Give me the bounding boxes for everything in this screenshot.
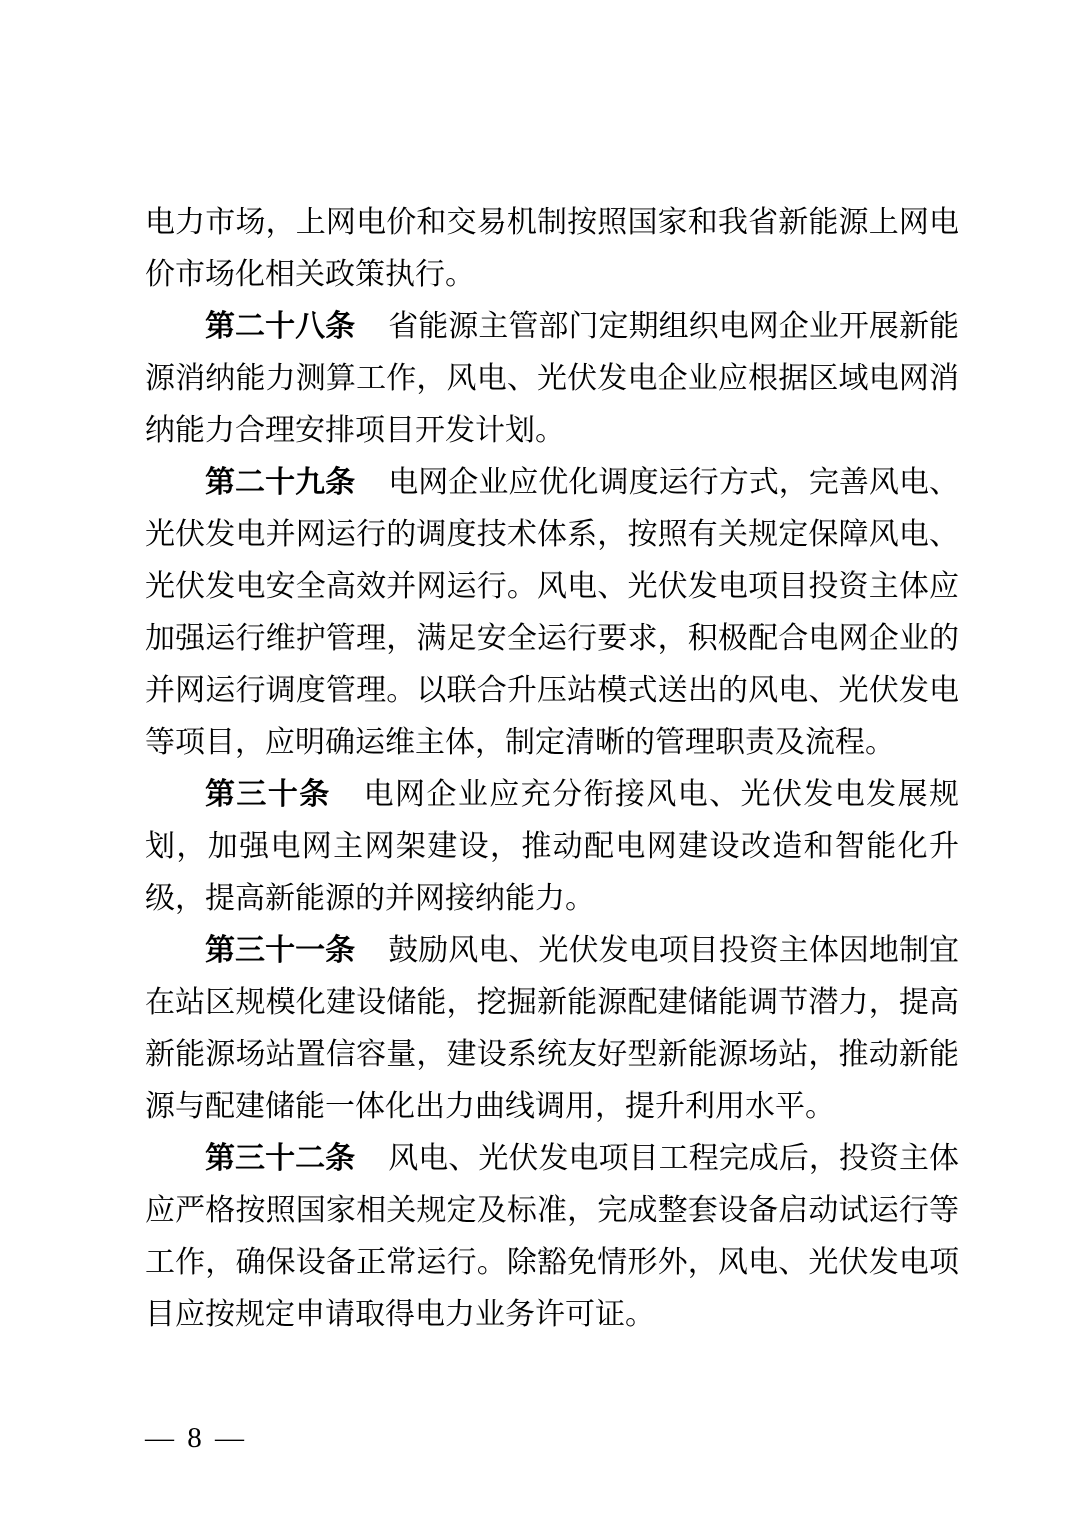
paragraph-text: 电力市场，上网电价和交易机制按照国家和我省新能源上网电价市场化相关政策执行。	[145, 206, 959, 291]
paragraph-text: 电网企业应优化调度运行方式，完善风电、光伏发电并网运行的调度技术体系，按照有关规定保障风电、光伏发电安全高效并网运行。风电、光伏发电项目投资主体应加强运行维护管理，满足安全运行要求，积极配合电网企业的并网运行调度管理。以联合升压站模式送出的风电、光伏发电等项目，应明确运维主体，制定清晰的管理职责及流程。	[145, 466, 960, 759]
article-number: 第三十一条	[205, 934, 356, 967]
paragraph-text: 省能源主管部门定期组织电网企业开展新能源消纳能力测算工作，风电、光伏发电企业应根据区域电网消纳能力合理安排项目开发计划。	[145, 310, 960, 447]
article-number: 第三十条	[205, 778, 331, 811]
article-paragraph	[145, 301, 959, 457]
article-paragraph	[145, 925, 959, 1133]
paragraph-text: 风电、光伏发电项目工程完成后，投资主体应严格按照国家相关规定及标准，完成整套设备启动试运行等工作，确保设备正常运行。除豁免情形外，风电、光伏发电项目应按规定申请取得电力业务许可证。	[145, 1142, 960, 1331]
continuation-paragraph	[145, 197, 959, 301]
page-footer	[145, 1424, 247, 1453]
paragraph-text: 电网企业应充分衔接风电、光伏发电发展规划，加强电网主网架建设，推动配电网建设改造和智能化升级，提高新能源的并网接纳能力。	[145, 778, 960, 915]
article-number: 第二十九条	[205, 466, 356, 499]
article-paragraph	[145, 769, 959, 925]
paragraph-text: 鼓励风电、光伏发电项目投资主体因地制宜在站区规模化建设储能，挖掘新能源配建储能调节潜力，提高新能源场站置信容量，建设系统友好型新能源场站，推动新能源与配建储能一体化出力曲线调用，提升利用水平。	[145, 934, 960, 1123]
article-number: 第三十二条	[205, 1142, 356, 1175]
article-paragraph	[145, 457, 959, 769]
article-number: 第二十八条	[205, 310, 356, 343]
article-paragraph	[145, 1133, 959, 1341]
document-body	[145, 197, 959, 1341]
page-number: — 8 —	[145, 1422, 247, 1454]
